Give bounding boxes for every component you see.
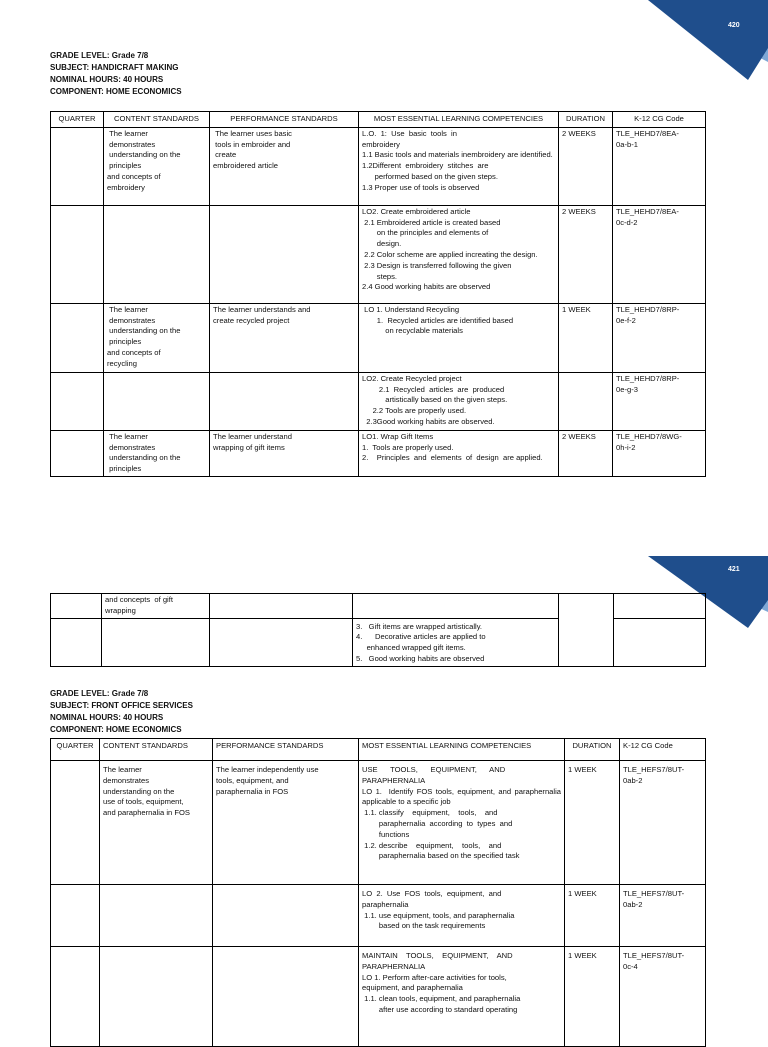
duration-cell: 2 WEEKS (559, 205, 613, 303)
competency-cell: LO2. Create embroidered article 2.1 Embroidered article is created based on the principles and elements of design. 2.2 Color scheme are applied increating the design. 2.3 Design is transferred following the given steps. 2.4 Good working habits are observed (359, 205, 559, 303)
header-duration: DURATION (559, 112, 613, 128)
header-cg-code: K-12 CG Code (620, 739, 706, 761)
table-header-row (51, 739, 706, 761)
quarter-cell (51, 761, 100, 885)
page-gap (0, 540, 768, 556)
subject: SUBJECT: HANDICRAFT MAKING (50, 63, 179, 72)
performance-standard-cell: The learner uses basic tools in embroider and create embroidered article (210, 127, 359, 205)
content-standard-cell (102, 618, 210, 666)
quarter-cell (51, 885, 100, 947)
nominal-hours: NOMINAL HOURS: 40 HOURS (50, 713, 164, 722)
duration-cell: 1 WEEK (559, 303, 613, 372)
table-row (51, 761, 706, 885)
table-row (51, 430, 706, 476)
table-row (51, 372, 706, 430)
grade-level: GRADE LEVEL: Grade 7/8 (50, 689, 149, 698)
cg-code-cell (614, 618, 706, 666)
content-standard-cell (104, 372, 210, 430)
curriculum-table (50, 738, 706, 1047)
header-performance-standards: PERFORMANCE STANDARDS (210, 112, 359, 128)
quarter-cell (51, 430, 104, 476)
table-header-row (51, 112, 706, 128)
content-standard-cell: The learner demonstrates understanding on the principles and concepts of embroidery (104, 127, 210, 205)
content-standard-cell (100, 885, 213, 947)
competency-cell: LO 2. Use FOS tools, equipment, and paraphernalia 1.1. use equipment, tools, and paraphernalia based on the task requirements (359, 885, 565, 947)
header-quarter: QUARTER (51, 739, 100, 761)
table-row (51, 303, 706, 372)
quarter-cell (51, 303, 104, 372)
duration-cell: 1 WEEK (565, 947, 620, 1047)
quarter-cell (51, 594, 102, 619)
performance-standard-cell (213, 885, 359, 947)
performance-standard-cell: The learner understands and create recycled project (210, 303, 359, 372)
header-cg-code: K-12 CG Code (613, 112, 706, 128)
cg-code-cell: TLE_HEFS7/8UT- 0ab-2 (620, 885, 706, 947)
cg-code-cell: TLE_HEHD7/8WG- 0h-i-2 (613, 430, 706, 476)
continued-table (50, 593, 706, 667)
content-standard-cell (104, 205, 210, 303)
performance-standard-cell (210, 618, 353, 666)
subject: SUBJECT: FRONT OFFICE SERVICES (50, 701, 193, 710)
performance-standard-cell (213, 947, 359, 1047)
quarter-cell (51, 618, 102, 666)
cg-code-cell (614, 594, 706, 619)
component: COMPONENT: HOME ECONOMICS (50, 87, 182, 96)
quarter-cell (51, 127, 104, 205)
cg-code-cell: TLE_HEHD7/8RP- 0e-f-2 (613, 303, 706, 372)
performance-standard-cell: The learner understand wrapping of gift items (210, 430, 359, 476)
cg-code-cell: TLE_HEHD7/8RP- 0e-g-3 (613, 372, 706, 430)
content-standard-cell: The learner demonstrates understanding on the principles and concepts of recycling (104, 303, 210, 372)
competency-cell: LO 1. Understand Recycling 1. Recycled articles are identified based on recyclable materials (359, 303, 559, 372)
duration-cell (559, 594, 614, 667)
content-standard-cell: and concepts of gift wrapping (102, 594, 210, 619)
cg-code-cell: TLE_HEHD7/8EA- 0c-d-2 (613, 205, 706, 303)
duration-cell: 1 WEEK (565, 885, 620, 947)
content-standard-cell: The learner demonstrates understanding on the use of tools, equipment, and paraphernalia in FOS (100, 761, 213, 885)
duration-cell: 2 WEEKS (559, 127, 613, 205)
header-performance-standards: PERFORMANCE STANDARDS (213, 739, 359, 761)
table-row (51, 205, 706, 303)
cg-code-cell: TLE_HEHD7/8EA- 0a-b-1 (613, 127, 706, 205)
header-competencies: MOST ESSENTIAL LEARNING COMPETENCIES (359, 739, 565, 761)
header-duration: DURATION (565, 739, 620, 761)
document-page (0, 556, 768, 1024)
competency-cell: LO1. Wrap Gift Items 1. Tools are properly used. 2. Principles and elements of design are applied. (359, 430, 559, 476)
duration-cell (559, 372, 613, 430)
grade-level: GRADE LEVEL: Grade 7/8 (50, 51, 149, 60)
table-row (51, 127, 706, 205)
performance-standard-cell (210, 205, 359, 303)
competency-cell: USE TOOLS, EQUIPMENT, AND PARAPHERNALIA LO 1. Identify FOS tools, equipment, and paraphernalia applicable to a specific job 1.1. classify equipment, tools, and paraphernalia according to types and functions 1.2. describe equipment, tools, and paraphernalia based on the specified task (359, 761, 565, 885)
table-row (51, 594, 706, 619)
header-content-standards: CONTENT STANDARDS (100, 739, 213, 761)
quarter-cell (51, 947, 100, 1047)
document-meta (50, 50, 182, 98)
content-standard-cell: The learner demonstrates understanding on the principles (104, 430, 210, 476)
quarter-cell (51, 205, 104, 303)
header-content-standards: CONTENT STANDARDS (104, 112, 210, 128)
performance-standard-cell: The learner independently use tools, equipment, and paraphernalia in FOS (213, 761, 359, 885)
duration-cell: 2 WEEKS (559, 430, 613, 476)
quarter-cell (51, 372, 104, 430)
header-competencies: MOST ESSENTIAL LEARNING COMPETENCIES (359, 112, 559, 128)
competency-cell (353, 594, 559, 619)
document-meta (50, 688, 193, 736)
competency-cell: L.O. 1: Use basic tools in embroidery 1.1 Basic tools and materials inembroidery are identified. 1.2Different embroidery stitches are performed based on the given steps. 1.3 Proper use of tools is observed (359, 127, 559, 205)
performance-standard-cell (210, 372, 359, 430)
component: COMPONENT: HOME ECONOMICS (50, 725, 182, 734)
nominal-hours: NOMINAL HOURS: 40 HOURS (50, 75, 164, 84)
competency-cell: LO2. Create Recycled project 2.1 Recycled articles are produced artistically based on the given steps. 2.2 Tools are properly used. 2.3Good working habits are observed. (359, 372, 559, 430)
cg-code-cell: TLE_HEFS7/8UT- 0ab-2 (620, 761, 706, 885)
performance-standard-cell (210, 594, 353, 619)
duration-cell: 1 WEEK (565, 761, 620, 885)
table-row (51, 885, 706, 947)
corner-banner-icon (648, 0, 768, 80)
content-standard-cell (100, 947, 213, 1047)
header-quarter: QUARTER (51, 112, 104, 128)
competency-cell: 3. Gift items are wrapped artistically. 4. Decorative articles are applied to enhanced wrapped gift items. 5. Good working habits are observed (353, 618, 559, 666)
curriculum-table (50, 111, 706, 477)
competency-cell: MAINTAIN TOOLS, EQUIPMENT, AND PARAPHERNALIA LO 1. Perform after-care activities for tools, equipment, and paraphernalia 1.1. clean tools, equipment, and paraphernalia after use according to standard operating (359, 947, 565, 1047)
cg-code-cell: TLE_HEFS7/8UT- 0c-4 (620, 947, 706, 1047)
page-number: 421 (728, 566, 740, 573)
table-row (51, 947, 706, 1047)
page-number: 420 (728, 22, 740, 29)
